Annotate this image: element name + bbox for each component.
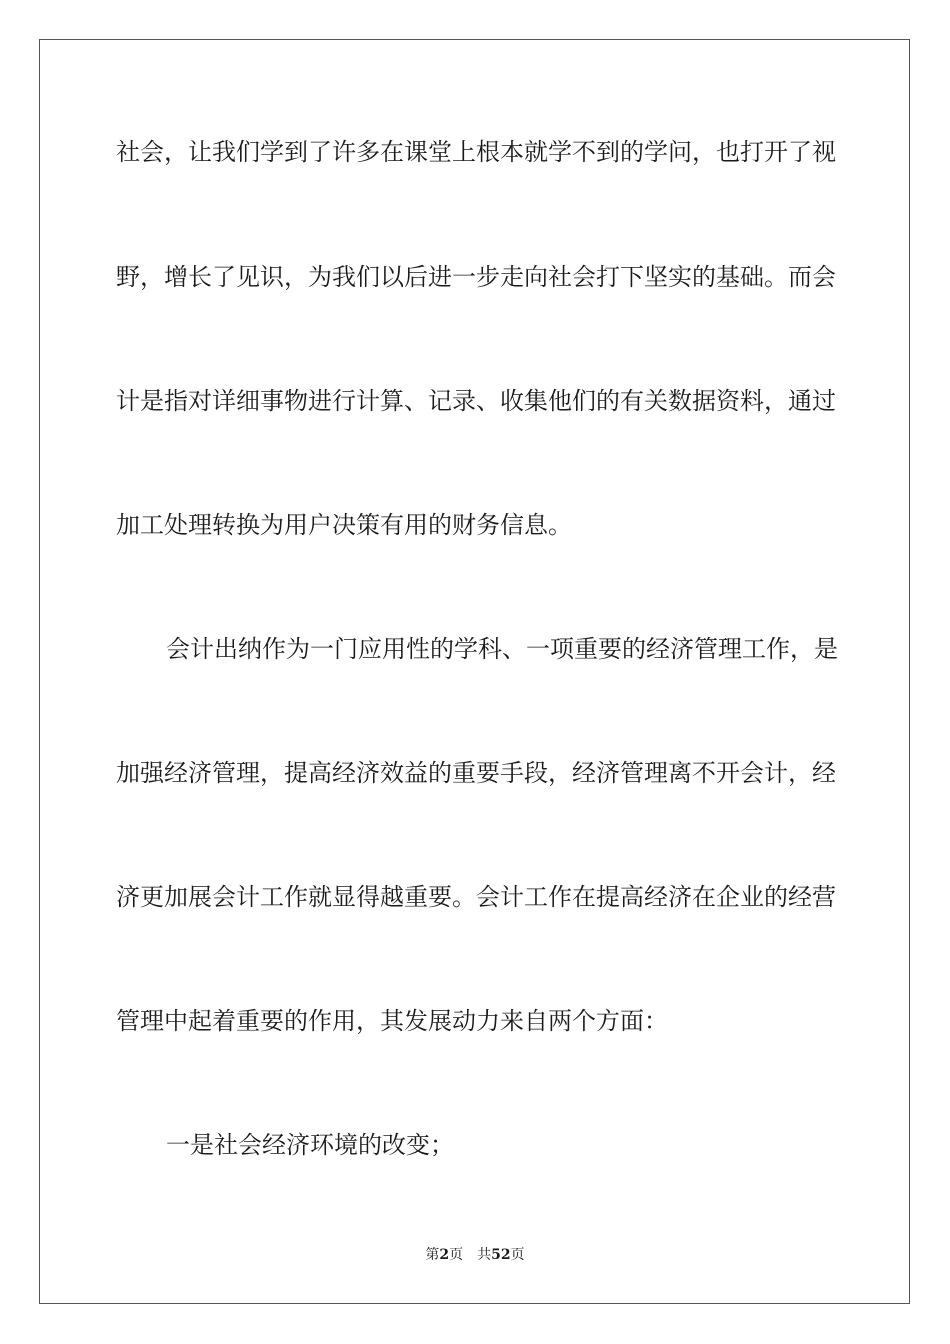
page-footer (0, 1246, 950, 1264)
page-suffix: 页 (449, 1247, 464, 1263)
text-line: 加强经济管理，提高经济效益的重要手段，经济管理离不开会计，经 (116, 759, 836, 787)
text-line: 社会，让我们学到了许多在课堂上根本就学不到的学问，也打开了视 (116, 138, 836, 166)
text-line: 管理中起着重要的作用，其发展动力来自两个方面： (116, 1007, 668, 1035)
text-line: 加工处理转换为用户决策有用的财务信息。 (116, 511, 572, 539)
page-border (39, 39, 910, 1304)
text-line: 野，增长了见识，为我们以后进一步走向社会打下坚实的基础。而会 (116, 263, 836, 291)
text-line: 济更加展会计工作就显得越重要。会计工作在提高经济在企业的经营 (116, 883, 836, 911)
total-suffix: 页 (510, 1247, 525, 1263)
page-prefix: 第 (425, 1247, 440, 1263)
text-line: 计是指对详细事物进行计算、记录、收集他们的有关数据资料，通过 (116, 387, 836, 415)
text-line: 一是社会经济环境的改变； (166, 1131, 454, 1159)
text-line: 会计出纳作为一门应用性的学科、一项重要的经济管理工作，是 (166, 635, 838, 663)
current-page-number: 2 (439, 1247, 450, 1263)
total-page-count: 52 (491, 1247, 511, 1263)
total-prefix: 共 (477, 1247, 492, 1263)
